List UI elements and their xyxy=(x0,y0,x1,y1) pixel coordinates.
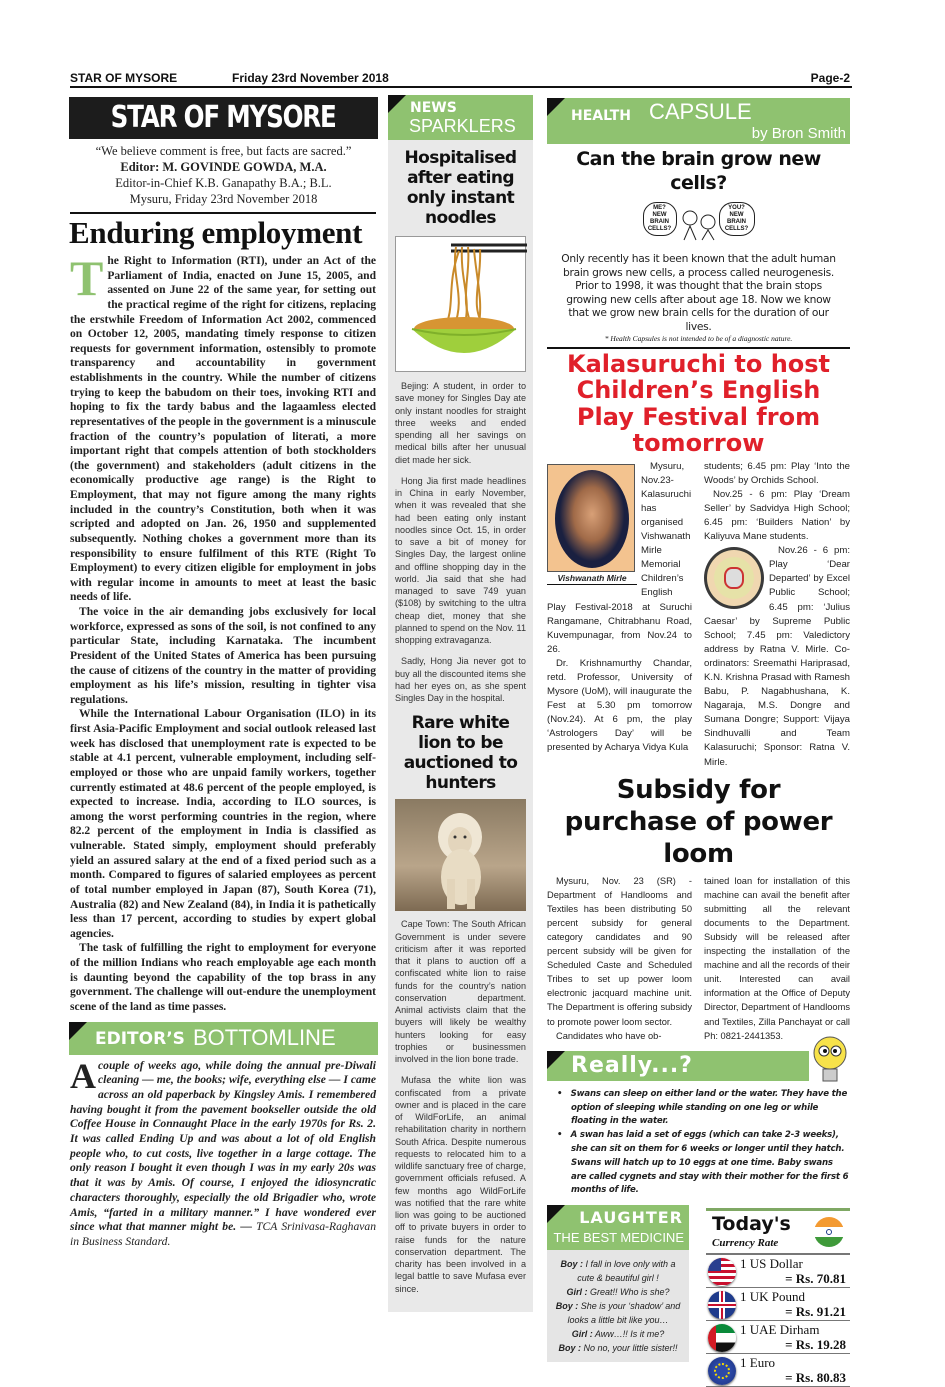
story-paragraph: Bejing: A student, in order to save money for Singles Day ate only instant noodles for straight three weeks and ended spending all her savings on medical bills after her unusual diet made her sick. xyxy=(395,381,526,465)
currency-name: 1 Euro xyxy=(740,1355,776,1371)
really-label: Really...? xyxy=(571,1052,693,1078)
page-header xyxy=(70,71,852,88)
joke-text: No no, your little sister!! xyxy=(580,1343,678,1354)
editorial-paragraph xyxy=(70,250,376,605)
masthead-info xyxy=(69,143,378,207)
joke-text: She is your ‘shadow’ and looks a little bit like you… xyxy=(567,1301,681,1326)
joke-line xyxy=(551,1299,685,1327)
joke-text: Aww…!! Is it me? xyxy=(592,1329,665,1340)
page-number: Page-2 xyxy=(810,71,850,85)
joke-text: I fall in love only with a cute & beautiful girl ! xyxy=(577,1259,676,1284)
currency-row xyxy=(706,1255,850,1288)
currency-value: = Rs. 19.28 xyxy=(785,1337,846,1353)
kalasuruchi-paragraph: Nov.25 - 6 pm: Play ‘Dream Seller’ by Sadvidya High School; 6.45 pm: ‘Builders Nation’ by Kaliyuva Mane students. xyxy=(704,488,850,543)
laughter-joke xyxy=(547,1250,689,1362)
health-headline: Can the brain grow new cells? xyxy=(576,148,821,194)
speaker: Boy : xyxy=(558,1343,581,1354)
fact-text: Swans can sleep on either land or the water. They have the option of sleeping while standing on one leg or while floating in the water. xyxy=(570,1088,848,1127)
cartoon-bubble-right: YOU? NEW BRAIN CELLS? xyxy=(719,202,755,236)
column-3 xyxy=(547,98,850,1387)
story-paragraph: Cape Town: The South African Government is under severe criticism after it was reported that it plans to auction off a confiscated white lion to raise funds for the country’s nation conservation department. Animal activists claim that the buyers will likely be wealthy hunters looking for easy trophies or businessmen involved in the lion bone trade. xyxy=(395,919,526,1064)
story-headline: Hospitalised after eating only instant noodles xyxy=(404,148,517,228)
fact-item: • Swans can sleep on either land or the water. They have the option of sleeping while standing on one leg or while floating in the water. xyxy=(557,1088,848,1127)
story-body xyxy=(388,380,533,704)
currency-row xyxy=(706,1321,850,1354)
kalasuruchi-col2 xyxy=(704,460,850,770)
sparklers-label-light: SPARKLERS xyxy=(409,116,516,136)
kalasuruchi-headline: Kalasuruchi to host Children’s English Play Festival from tomorrow xyxy=(566,349,831,458)
subsidy-headline: Subsidy for purchase of power loom xyxy=(564,774,833,869)
joke-line xyxy=(551,1285,685,1299)
bottom-row xyxy=(547,1205,850,1387)
currency-value: = Rs. 70.81 xyxy=(785,1271,846,1287)
kalasuruchi-paragraph: Dr. Krishnamurthy Chandar, retd. Professor, University of Mysore (UoM), will inaugurate the Fest at 5.30 pm tomorrow (Nov.24). At 6 pm, the play ‘Astrologers Day’ will be presented by Acharya Vidya Kula xyxy=(547,657,692,754)
really-banner xyxy=(547,1051,809,1081)
white-lion-image xyxy=(395,799,526,911)
drop-cap: T xyxy=(70,250,104,306)
bottomline-banner xyxy=(69,1022,378,1055)
subsidy-paragraph: tained loan for installation of this machine can avail the benefit after submitting all the relevant documents to the Department. Subsidy will be released after inspecting the installation of the machine and all the records of their unit. Interested can avail information at the Office of Deputy Director, Department of Handlooms and Textiles, Zilla Panchayat or call Ph: 0821-2441353. xyxy=(704,875,850,1041)
joke-text: Great!! Who is she? xyxy=(587,1287,670,1298)
kalasuruchi-col1 xyxy=(547,460,692,770)
speaker: Boy : xyxy=(560,1259,583,1270)
fact-item: • A swan has laid a set of eggs (which can take 2-3 weeks), she can sit on them for 6 weeks or longer until they hatch. Swans will hatch up to 10 eggs at one time. Baby swans are called cygnets and stay with their mother for the first 6 months of life. xyxy=(557,1130,849,1196)
dateline: Mysuru, Friday 23rd November 2018 xyxy=(129,192,318,206)
subsidy-col1 xyxy=(547,874,692,1043)
paper-name: STAR OF MYSORE xyxy=(70,71,178,85)
currency-value: = Rs. 80.83 xyxy=(785,1370,846,1386)
health-label-bold: HEALTH xyxy=(571,108,631,124)
story-body xyxy=(388,918,533,1295)
us-flag-icon xyxy=(708,1258,736,1286)
subsidy-paragraph: Candidates who have ob- xyxy=(556,1030,662,1041)
currency-subtitle: Currency Rate xyxy=(712,1237,779,1250)
eu-flag-icon xyxy=(708,1357,736,1385)
currency-name: 1 US Dollar xyxy=(740,1256,803,1272)
subsidy-article xyxy=(547,874,850,1043)
laughter-label-light: THE BEST MEDICINE xyxy=(553,1230,684,1246)
india-flag-icon xyxy=(814,1217,844,1247)
currency-name: 1 UAE Dirham xyxy=(740,1322,820,1338)
issue-date: Friday 23rd November 2018 xyxy=(232,71,389,85)
masthead-logo xyxy=(69,97,378,139)
photo-caption: Vishwanath Mirle xyxy=(547,572,637,585)
laughter-banner xyxy=(547,1205,689,1250)
editorial-paragraph: The task of fulfilling the right to employment for everyone of the million Indians who reach employable age each month is daunting beyond the capability of the top brass in any government. The challenge will out-endure the unemployment scene of the land as time passes. xyxy=(70,942,376,1013)
editorial-headline: Enduring employment xyxy=(69,215,363,250)
health-label-light: CAPSULE xyxy=(649,99,752,124)
currency-name: 1 UK Pound xyxy=(740,1289,806,1305)
bottomline-credit: TCA Srinivasa-Raghavan in Business Standard. xyxy=(70,1220,377,1248)
health-capsule-banner xyxy=(547,98,850,144)
editor-in-chief: Editor-in-Chief K.B. Ganapathy B.A.; B.L. xyxy=(115,176,332,190)
joke-line xyxy=(551,1257,685,1285)
story-paragraph: Hong Jia first made headlines in China in early November, when it was revealed that she had been eating only instant noodles since Oct. 15, in order to save a bit of money for Singles Day, the largest online and offline shopping day in the world. Jia said that she had managed to save 749 yuan ($108) by switching to the ultra cheap diet, money that she planned to spend on the Nov. 11 shopping extravaganza. xyxy=(395,475,526,645)
speaker: Girl : xyxy=(571,1329,593,1340)
speaker: Girl : xyxy=(566,1287,588,1298)
health-disclaimer: * Health Capsules is not intended to be of a diagnostic nature. xyxy=(604,333,793,343)
uk-flag-icon xyxy=(708,1291,736,1319)
cartoon-bubble-left: ME? NEW BRAIN CELLS? xyxy=(643,202,677,236)
kalasuruchi-article xyxy=(547,460,850,770)
subsidy-col2 xyxy=(704,874,850,1043)
bottomline-label-light: BOTTOMLINE xyxy=(193,1024,336,1050)
uae-flag-icon xyxy=(708,1324,736,1352)
divider xyxy=(547,347,850,349)
editorial-body xyxy=(70,250,376,1015)
currency-row xyxy=(706,1288,850,1321)
bottomline-body xyxy=(70,1055,377,1250)
really-row xyxy=(547,1051,850,1085)
speaker: Boy : xyxy=(555,1301,579,1312)
kalasuruchi-paragraph: students; 6.45 pm: Play ‘Into the Woods’ by Orchids School. xyxy=(704,460,850,486)
really-facts xyxy=(557,1088,850,1198)
bottomline-label-bold: EDITOR’S xyxy=(95,1028,185,1049)
brain-cartoon xyxy=(643,200,755,246)
drop-cap: A xyxy=(70,1055,96,1096)
joke-line xyxy=(551,1327,685,1341)
editor: Editor: M. GOVINDE GOWDA, M.A. xyxy=(120,160,327,174)
currency-header xyxy=(706,1211,850,1255)
story-paragraph: Sadly, Hong Jia never got to buy all the discounted items she had her eyes on, as she spent Singles Day in the hospital. xyxy=(395,656,526,703)
currency-value: = Rs. 91.21 xyxy=(785,1304,846,1320)
bottomline-text: couple of weeks ago, while doing the annual pre-Diwali cleaning — me, the books; wife, everything else — I came across an old paperback by Kingsley Amis. I remembered having bought it from the pavement bookseller outside the old Coffee House in Connaught Place in the early 1970s for Rs. 2. It was called Ending Up and was about a lot of old English people who, to cut costs, live together in a large cottage. The only reason I bought it even though I was in my early 20s was that it was by Amis. Of course, I enjoyed the idiosyncratic characters thoroughly, especially the old Brigadier who, wrote Amis, “farted in a military manner.” I have wondered ever since what that manner might be. — xyxy=(70,1058,376,1234)
motto: “We believe comment is free, but facts are sacred.” xyxy=(95,144,352,158)
currency-title: Today's xyxy=(712,1213,791,1236)
kalasuruchi-paragraph: Mysuru, Nov.23- Kalasuruchi has organised Vishwanath Mirle Memorial Children’s English Play Festival-2018 at Suruchi Rangamane, Chitrabhanu Road, Kuvempunagar, from Nov.24 to 26. xyxy=(547,460,692,655)
sparklers-label-bold: NEWS xyxy=(410,100,457,116)
fact-text: A swan has laid a set of eggs (which can take 2-3 weeks), she can sit on them for 6 weeks or longer until they hatch. Swans will hatch up to 10 eggs at one time. Baby swans are called cygnets and stay with their mother for the first 6 months of life. xyxy=(570,1130,849,1196)
kalasuruchi-logo xyxy=(704,547,764,609)
editorial-paragraph: While the International Labour Organisation (ILO) in its first Asia-Pacific Employment and social outlook released last week has disclosed that unemployment rate is expected to be stable at 4.1 percent, vulnerable employment, including self-employed or those who are unpaid family workers, together currently estimated at 48.6 percent of the people employed, is expected to increase. India, according to ILO sources, is among the worst performing countries in the region, where 82.2 percent of the employment in India is classified as vulnerable. Stated simply, employment should preferably yield an assured salary at the end of a fixed period such as a month. Compared to figures of salaried employees as percent of total number employed in Japan (87), South Korea (71), Australia (82) and New Zealand (84), in India it is pathetically less than 17 percent, according to studies by expert global agencies. xyxy=(70,708,376,940)
currency-box xyxy=(706,1208,850,1387)
masthead-title: STAR OF MYSORE xyxy=(111,100,336,135)
sparklers-banner xyxy=(388,95,533,140)
noodles-image xyxy=(395,236,526,372)
story-paragraph: Mufasa the white lion was confiscated from a private owner and is placed in the care of WildForLife, an animal rehabilitation charity in northern South Africa. Despite numerous requests to relocated him to a wildlife sanctuary free of charge, government officials refused. A few months ago WildForLife was notified that the rare white lion was going to be auctioned off to private buyers in order to raise funds for the nature conservation department. The charity has been involved in a legal battle to save Mufasa ever since. xyxy=(395,1075,526,1294)
editorial-text: he Right to Information (RTI), under an Act of the Parliament of India, enacted on June 15, 2005, and assented on June 22 of the same year, for setting out the practical regime of the right for citizens, replacing the erstwhile Freedom of Information Act 2002, commenced on October 12, 2005, mandating timely response to citizen requests for government information, ostensibly to promote transparency and accountability in government establishments in the country. While the number of citizens trying to keep the babudom on their toes, invoking RTI and hoping to fix the tardy babus and the lagaamless elected representatives of the people in the government is a minuscule fraction of the country’s population of literati, a more important right that compels attention of both stockholders (the government) and stakeholders (adult citizens in the economically productive age range) is the Right to Employment, that may not figure among the many rights included in the country’s Constitution, both when it was scripted and adopted on Jan. 26, 1950 and supplemented subsequently. Nothing chokes a government more than its responsibility to ensure fulfilment of this RTE (Right To Employment) to every citizen eligible for employment in jobs with regular income in amounts to meet at least the basic needs of life. xyxy=(70,255,376,604)
joke-line xyxy=(551,1341,685,1355)
column-1 xyxy=(69,97,378,1250)
health-text: Only recently has it been known that the adult human brain grows new cells, a process called neurogenesis. Prior to 1998, it was thought that the brain stops growing new cells after about age 18. Now we know that we grow new brain cells for the duration of our lives. xyxy=(561,252,836,333)
subsidy-paragraph: Mysuru, Nov. 23 (SR) - Department of Handlooms and Textiles has been distributing 50 percent subsidy for general category candidates and 90 percent subsidy will be given for Scheduled Caste and Scheduled Tribes to set up power loom electronic jacquard machine unit. The Department is offering subsidy to promote power loom sector. xyxy=(547,875,692,1027)
editorial-paragraph: The voice in the air demanding jobs exclusively for local workforce, expressed as sons of the soil, is not confined to any particular State, including Karnataka. The incumbent President of the United States of America has been pursuing the cause of citizens of the country in the matter of providing employment as his life’s mission, resulting in tighter visa regulations. xyxy=(70,606,376,706)
health-byline: by Bron Smith xyxy=(751,125,846,142)
mirle-photo xyxy=(547,464,637,585)
laughter-box xyxy=(547,1205,689,1387)
news-sparklers xyxy=(388,95,533,1312)
currency-row xyxy=(706,1354,850,1387)
story-headline: Rare white lion to be auctioned to hunters xyxy=(403,713,518,794)
laughter-label-bold: LAUGHTER xyxy=(579,1208,683,1228)
lightbulb-icon xyxy=(810,1035,850,1087)
kalasuruchi-paragraph: Nov.26 - 6 pm: Play ‘Dear Departed’ by Excel Public School; 6.45 pm: ‘Julius Caesar’ by Supreme Public School; 7.45 pm: Valedictory address by Ratna V. Mirle. Co-ordinators: Sreemathi Hariprasad, K.N. Krishna Prasad with Ramesh Babu, P. Nagabhushana, K. Nagaraja, M.S. Dongre and Sumana Dongre; Support: Vijaya Sindhuvalli and Team Kalasuruchi; Sponsor: Ratna V. Mirle. xyxy=(704,545,850,768)
